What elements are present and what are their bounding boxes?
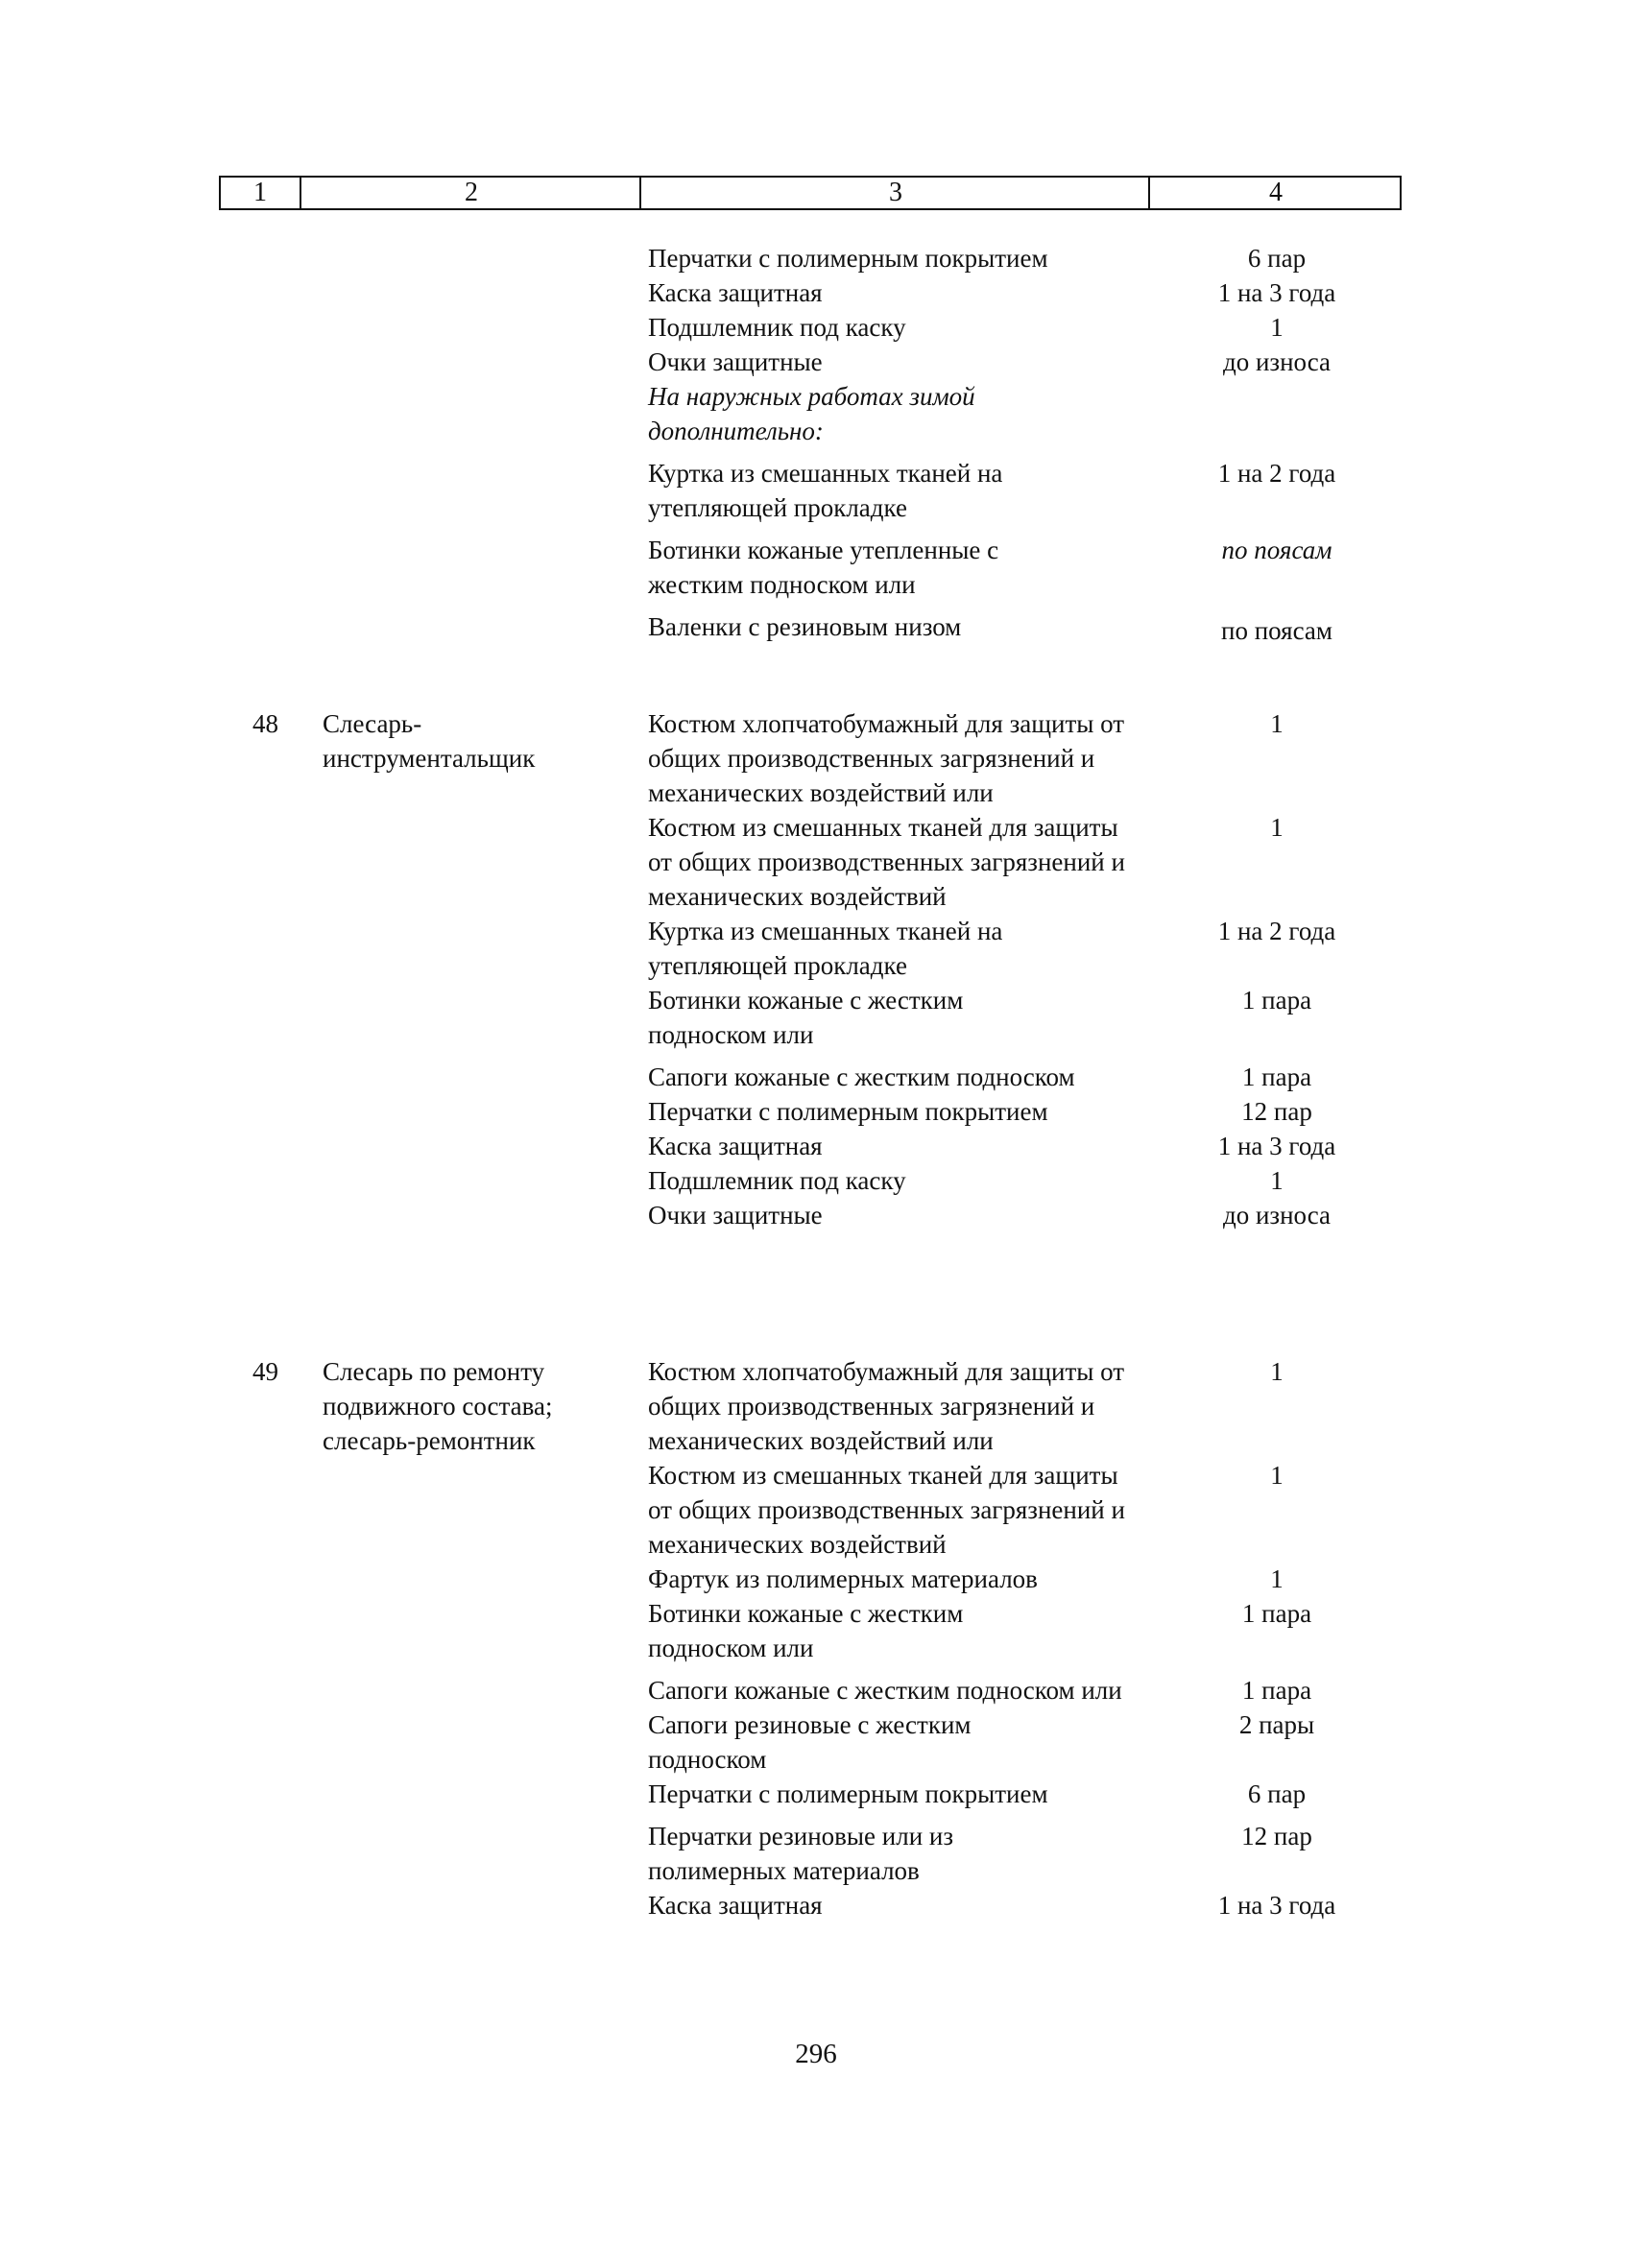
- table-row: [0, 810, 1632, 914]
- profession-block-48: [0, 706, 1632, 1232]
- table-row: [0, 310, 1632, 345]
- item-name: Ботинки кожаные утепленные с жестким подноском или: [648, 536, 999, 599]
- table-row: [0, 1458, 1632, 1562]
- item-name: Ботинки кожаные с жестким подноском или: [648, 1599, 964, 1662]
- item-name: Подшлемник под каску: [648, 313, 906, 342]
- item-name: Подшлемник под каску: [648, 1166, 906, 1195]
- item-name: Ботинки кожаные с жестким подноском или: [648, 986, 964, 1049]
- table-row: [0, 1562, 1632, 1596]
- item-quantity: 1: [1270, 1166, 1284, 1195]
- item-name: Фартук из полимерных материалов: [648, 1564, 1038, 1593]
- item-name: Сапоги кожаные с жестким подноском или: [648, 1676, 1122, 1705]
- item-quantity: по поясам: [1221, 616, 1332, 645]
- item-name: Перчатки с полимерным покрытием: [648, 1779, 1048, 1808]
- item-quantity: 1: [1270, 1564, 1284, 1593]
- table-row: [0, 533, 1632, 602]
- table-row: [0, 456, 1632, 525]
- item-name: Валенки с резиновым низом: [648, 612, 962, 641]
- column-header-4: 4: [1148, 178, 1402, 208]
- table-row: [0, 1819, 1632, 1888]
- column-header-1: 1: [253, 178, 267, 207]
- page-number: 296: [795, 2039, 837, 2069]
- row-number: 49: [252, 1357, 278, 1386]
- item-quantity: 1 пара: [1241, 986, 1312, 1015]
- item-quantity: 1 пара: [1241, 1599, 1312, 1628]
- table-row: [0, 1673, 1632, 1707]
- table-row: [0, 914, 1632, 983]
- profession-block-49: [0, 1354, 1632, 1922]
- table-row: [0, 241, 1632, 275]
- item-name: Костюм хлопчатобумажный для защиты от общих производственных загрязнений и механических воздействий или: [648, 709, 1125, 807]
- item-quantity: 1: [1270, 1357, 1284, 1386]
- item-quantity: 1: [1270, 313, 1284, 342]
- item-quantity: 1: [1270, 709, 1284, 738]
- item-quantity: 12 пар: [1241, 1822, 1312, 1850]
- item-quantity: 1 пара: [1241, 1062, 1312, 1091]
- item-quantity: 6 пар: [1247, 1779, 1307, 1808]
- section-note: На наружных работах зимой дополнительно:: [648, 382, 975, 445]
- item-name: Перчатки резиновые или из полимерных материалов: [648, 1822, 954, 1885]
- table-row: [0, 345, 1632, 379]
- item-name: Перчатки с полимерным покрытием: [648, 244, 1048, 273]
- table-row: [0, 706, 1632, 810]
- item-quantity: 2 пары: [1238, 1710, 1315, 1739]
- item-name: Сапоги кожаные с жестким подноском: [648, 1062, 1075, 1091]
- column-header-2: 2: [300, 178, 641, 208]
- item-quantity: 1: [1270, 1461, 1284, 1490]
- table-row: [0, 1888, 1632, 1922]
- row-number: 48: [252, 709, 278, 738]
- item-quantity: 1 на 3 года: [1217, 1132, 1336, 1160]
- item-quantity: 1: [1270, 813, 1284, 842]
- item-name: Перчатки с полимерным покрытием: [648, 1097, 1048, 1126]
- item-name: Очки защитные: [648, 347, 823, 376]
- item-quantity: 1 на 3 года: [1217, 1891, 1336, 1920]
- item-quantity: 1 на 2 года: [1217, 917, 1336, 945]
- table-row: [0, 1198, 1632, 1232]
- item-name: Каска защитная: [648, 278, 823, 307]
- table-row: [0, 609, 1632, 644]
- table-row: [0, 1094, 1632, 1129]
- item-name: Костюм из смешанных тканей для защиты от общих производственных загрязнений и механических воздействий: [648, 1461, 1125, 1559]
- table-header-row: [219, 176, 1402, 210]
- item-name: Каска защитная: [648, 1891, 823, 1920]
- table-row: [0, 275, 1632, 310]
- item-name: Костюм хлопчатобумажный для защиты от общих производственных загрязнений и механических воздействий или: [648, 1357, 1125, 1455]
- table-row: [0, 1596, 1632, 1665]
- table-row: [0, 983, 1632, 1052]
- table-row: [0, 379, 1632, 448]
- item-quantity: 12 пар: [1241, 1097, 1312, 1126]
- item-quantity: 1 на 3 года: [1217, 278, 1336, 307]
- column-header-3: 3: [639, 178, 1150, 208]
- item-quantity: 1 на 2 года: [1217, 459, 1336, 488]
- continuation-block: [0, 241, 1632, 644]
- item-quantity: по поясам: [1221, 536, 1332, 564]
- table-row: [0, 1163, 1632, 1198]
- table-row: [0, 1777, 1632, 1811]
- item-quantity: до износа: [1222, 1201, 1332, 1229]
- item-name: Сапоги резиновые с жестким подноском: [648, 1710, 972, 1774]
- item-name: Очки защитные: [648, 1201, 823, 1229]
- item-quantity: 6 пар: [1247, 244, 1307, 273]
- profession-name: Слесарь по ремонту подвижного состава; слесарь-ремонтник: [323, 1357, 553, 1455]
- table-row: [0, 1707, 1632, 1777]
- table-row: [0, 1060, 1632, 1094]
- item-quantity: 1 пара: [1241, 1676, 1312, 1705]
- item-name: Каска защитная: [648, 1132, 823, 1160]
- item-name: Костюм из смешанных тканей для защиты от общих производственных загрязнений и механических воздействий: [648, 813, 1125, 911]
- table-row: [0, 1129, 1632, 1163]
- table-row: [0, 1354, 1632, 1458]
- item-name: Куртка из смешанных тканей на утепляющей прокладке: [648, 459, 1003, 522]
- profession-name: Слесарь-инструментальщик: [323, 709, 536, 773]
- item-quantity: до износа: [1222, 347, 1332, 376]
- item-name: Куртка из смешанных тканей на утепляющей прокладке: [648, 917, 1003, 980]
